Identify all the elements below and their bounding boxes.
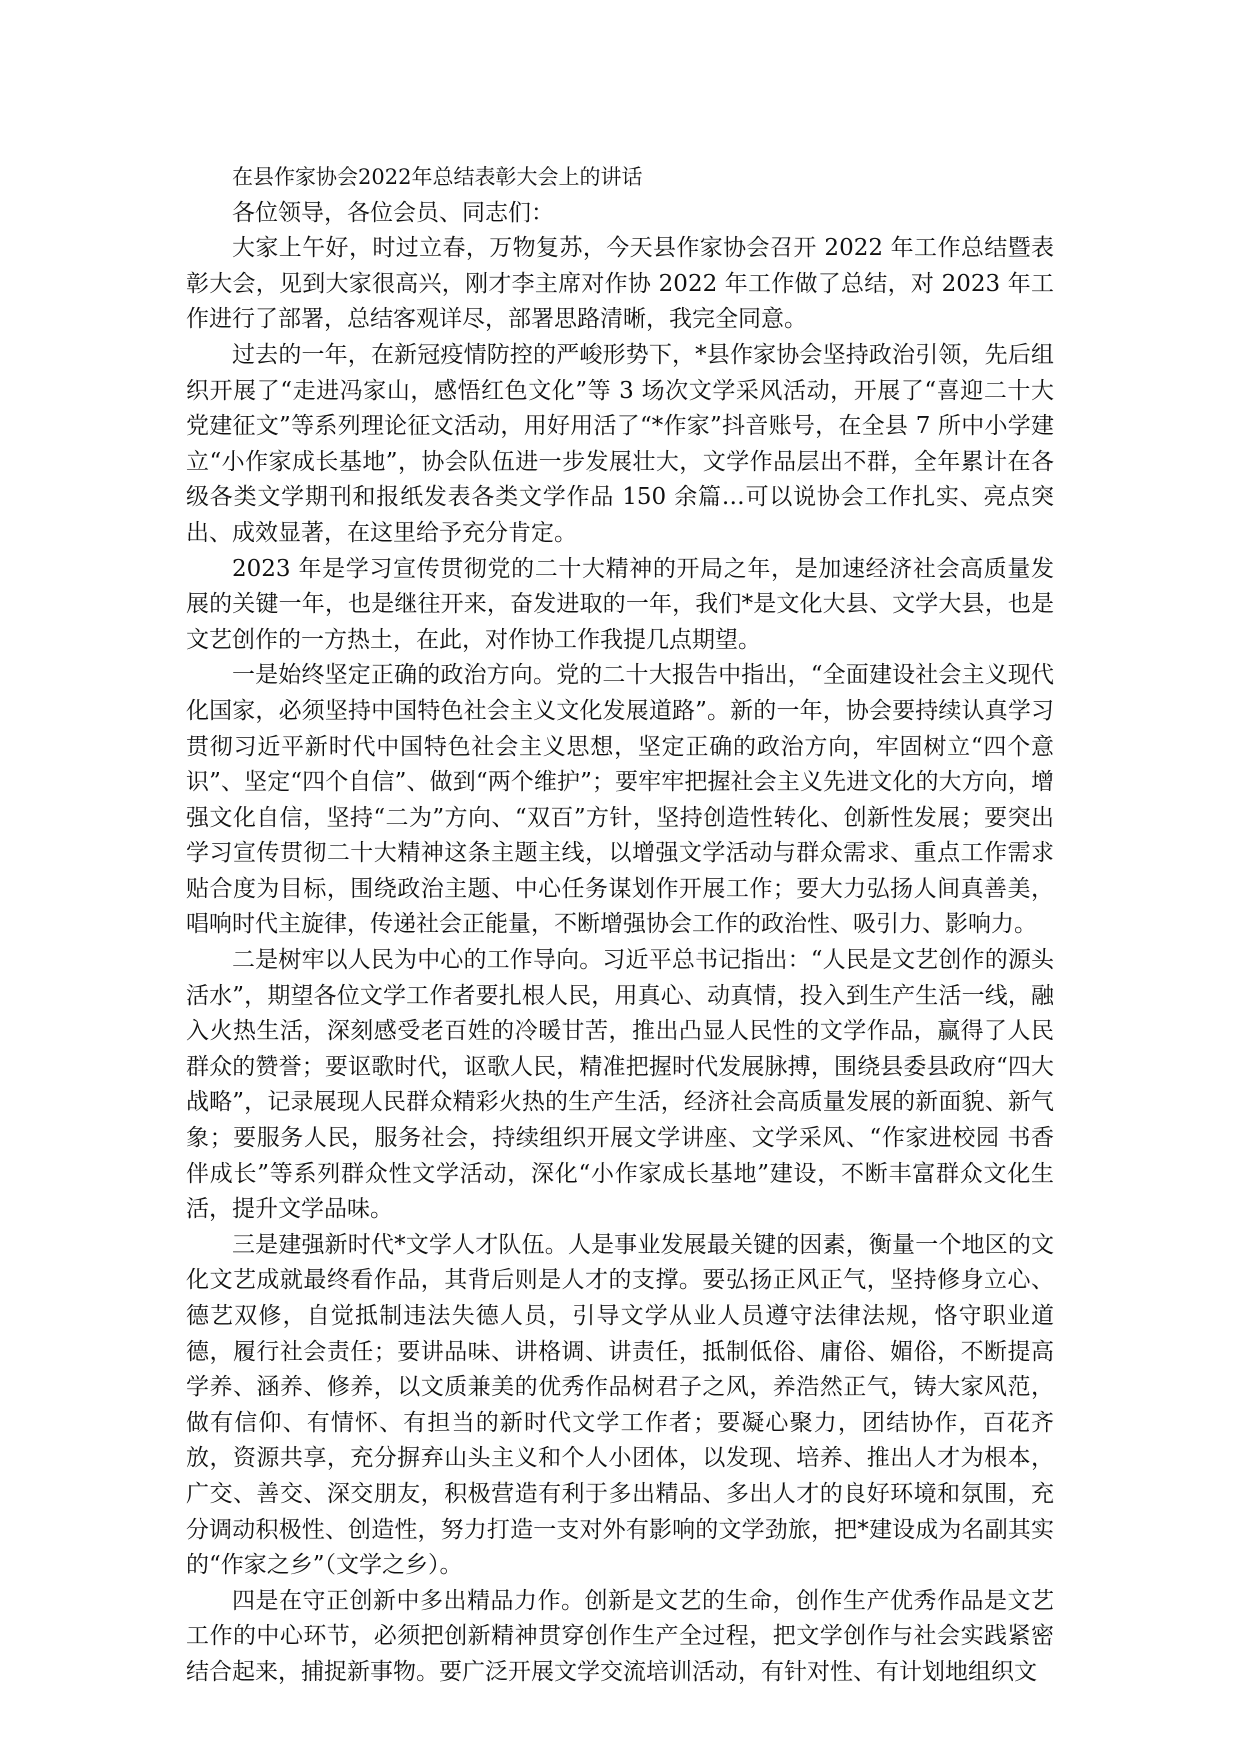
salutation: 各位领导，各位会员、同志们： [232,199,554,226]
paragraph-point-two: 二是树牢以人民为中心的工作导向。习近平总书记指出：“人民是文艺创作的源头活水”，期望各位文学工作者要扎根人民，用真心、动真情，投入到生产生活一线，融入火热生活，深刻感受老百姓的冷暖甘苦，推出凸显人民性的文学作品，赢得了人民群众的赞誉；要讴歌时代，讴歌人民，精准把握时代发展脉搏，围绕县委县政府“四大战略”，记录展现人民群众精彩火热的生产生活，经济社会高质量发展的新面貌、新气象；要服务人民，服务社会，持续组织开展文学讲座、文学采风、“作家进校园 书香伴成长”等系列群众性文学活动，深化“小作家成长基地”建设，不断丰富群众文化生活，提升文学品味。 [186,947,1054,1223]
paragraph-2023-outlook: 2023 年是学习宣传贯彻党的二十大精神的开局之年，是加速经济社会高质量发展的关键一年，也是继往开来，奋发进取的一年，我们*是文化大县、文学大县，也是文艺创作的一方热土，在此，对作协工作我提几点期望。 [186,555,1054,653]
paragraph-point-one: 一是始终坚定正确的政治方向。党的二十大报告中指出，“全面建设社会主义现代化国家，必须坚持中国特色社会主义文化发展道路”。新的一年，协会要持续认真学习贯彻习近平新时代中国特色社会主义思想，坚定正确的政治方向，牢固树立“四个意识”、坚定“四个自信”、做到“两个维护”；要牢牢把握社会主义先进文化的大方向，增强文化自信，坚持“二为”方向、“双百”方针，坚持创造性转化、创新性发展；要突出学习宣传贯彻二十大精神这条主题主线，以增强文学活动与群众需求、重点工作需求贴合度为目标，围绕政治主题、中心任务谋划作开展工作；要大力弘扬人间真善美，唱响时代主旋律，传递社会正能量，不断增强协会工作的政治性、吸引力、影响力。 [186,662,1054,938]
paragraph-point-three: 三是建强新时代*文学人才队伍。人是事业发展最关键的因素，衡量一个地区的文化文艺成就最终看作品，其背后则是人才的支撑。要弘扬正风正气，坚持修身立心、德艺双修，自觉抵制违法失德人员，引导文学从业人员遵守法律法规，恪守职业道德，履行社会责任；要讲品味、讲格调、讲责任，抵制低俗、庸俗、媚俗，不断提高学养、涵养、修养，以文质兼美的优秀作品树君子之风，养浩然正气，铸大家风范，做有信仰、有情怀、有担当的新时代文学工作者；要凝心聚力，团结协作，百花齐放，资源共享，充分摒弃山头主义和个人小团体，以发现、培养、推出人才为根本，广交、善交、深交朋友，积极营造有利于多出精品、多出人才的良好环境和氛围，充分调动积极性、创造性，努力打造一支对外有影响的文学劲旅，把*建设成为名副其实的“作家之乡”（文学之乡）。 [186,1231,1054,1579]
paragraph-point-four: 四是在守正创新中多出精品力作。创新是文艺的生命，创作生产优秀作品是文艺工作的中心环节，必须把创新精神贯穿创作生产全过程，把文学创作与社会实践紧密结合起来，捕捉新事物。要广泛开展文学交流培训活动，有针对性、有计划地组织文 [186,1587,1054,1685]
document-body [186,160,1054,1691]
paragraph-past-year: 过去的一年，在新冠疫情防控的严峻形势下，*县作家协会坚持政治引领，先后组织开展了“走进冯家山，感悟红色文化”等 3 场次文学采风活动，开展了“喜迎二十大党建征文”等系列理论征文活动，用好用活了“*作家”抖音账号，在全县 7 所中小学建立“小作家成长基地”，协会队伍进一步发展壮大，文学作品层出不群，全年累计在各级各类文学期刊和报纸发表各类文学作品 150 余篇…可以说协会工作扎实、亮点突出、成效显著，在这里给予充分肯定。 [186,341,1054,546]
paragraph-opening: 大家上午好，时过立春，万物复苏，今天县作家协会召开 2022 年工作总结暨表彰大会，见到大家很高兴，刚才李主席对作协 2022 年工作做了总结，对 2023 年工作进行了部署，总结客观详尽，部署思路清晰，我完全同意。 [186,235,1054,333]
document-title: 在县作家协会2022年总结表彰大会上的讲话 [232,165,643,189]
